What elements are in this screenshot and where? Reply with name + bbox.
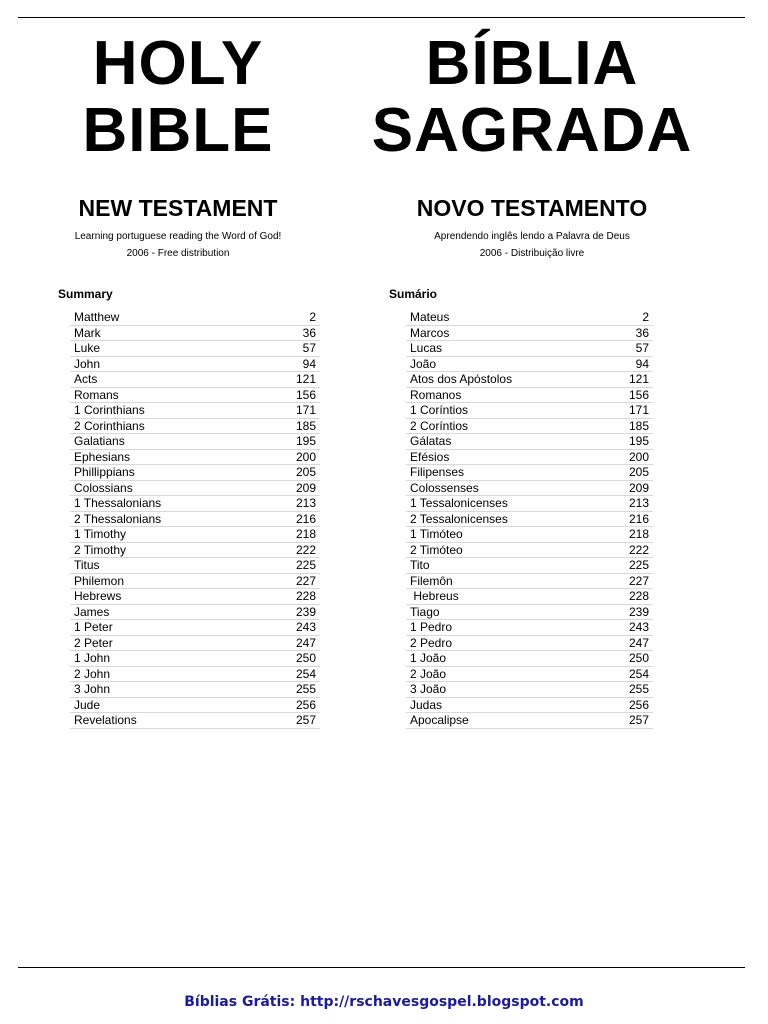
toc-entry xyxy=(70,326,320,342)
toc-entry-title: Atos dos Apóstolos xyxy=(410,372,513,386)
toc-entry-title: Phillippians xyxy=(74,465,135,479)
toc-entry-page: 2 xyxy=(642,310,649,324)
toc-entry-title: 2 Coríntios xyxy=(410,418,469,433)
toc-entry-page: 200 xyxy=(295,449,316,464)
english-title-line-1: HOLY xyxy=(92,29,264,98)
toc-entry-title: Acts xyxy=(74,372,98,386)
toc-entry-title: 2 Timothy xyxy=(74,542,127,557)
toc-entry-page: 228 xyxy=(295,589,316,603)
toc-entry xyxy=(406,651,653,667)
toc-entry xyxy=(70,434,320,450)
toc-entry xyxy=(70,620,320,636)
english-tagline: Learning portuguese reading the Word of God! xyxy=(74,231,282,242)
portuguese-title-line-1: BÍBLIA xyxy=(425,29,639,98)
toc-entry-title: Colossians xyxy=(74,480,133,495)
top-rule xyxy=(18,17,745,18)
toc-entry-title: Ephesians xyxy=(74,449,131,464)
toc-entry-page: 239 xyxy=(628,604,649,619)
toc-entry xyxy=(406,465,653,481)
portuguese-title-line-2: SAGRADA xyxy=(371,96,693,165)
toc-entry xyxy=(406,372,653,388)
english-subtitle: NEW TESTAMENT xyxy=(78,195,278,221)
toc-entry xyxy=(70,357,320,373)
toc-entry-title: Filemôn xyxy=(410,573,453,588)
toc-entry xyxy=(70,388,320,404)
english-toc xyxy=(70,310,320,729)
toc-entry xyxy=(406,310,653,326)
toc-entry xyxy=(70,682,320,698)
toc-entry-page: 255 xyxy=(628,682,649,696)
toc-entry xyxy=(70,496,320,512)
toc-entry-title: Jude xyxy=(74,697,101,712)
toc-entry-title: Tito xyxy=(410,558,430,572)
toc-entry-page: 250 xyxy=(628,651,649,665)
toc-entry-title: 2 Timóteo xyxy=(410,542,463,557)
toc-entry xyxy=(70,574,320,590)
toc-entry xyxy=(406,403,653,419)
toc-entry xyxy=(70,636,320,652)
summary-heading: Summary xyxy=(58,287,113,301)
toc-entry xyxy=(406,698,653,714)
toc-entry xyxy=(406,434,653,450)
toc-entry xyxy=(70,527,320,543)
toc-entry xyxy=(70,341,320,357)
toc-entry xyxy=(70,713,320,729)
toc-entry-page: 94 xyxy=(302,356,316,371)
toc-entry-page: 185 xyxy=(295,418,316,433)
toc-entry-page: 209 xyxy=(295,480,316,495)
toc-entry-page: 225 xyxy=(628,558,649,572)
toc-entry xyxy=(70,419,320,435)
toc-entry-title: Lucas xyxy=(410,341,443,355)
toc-entry-title: Efésios xyxy=(410,449,450,464)
toc-entry xyxy=(406,326,653,342)
toc-entry-title: 1 Corinthians xyxy=(74,403,145,417)
toc-entry xyxy=(70,543,320,559)
toc-entry-page: 121 xyxy=(628,372,649,386)
toc-entry-title: 1 Timóteo xyxy=(410,527,463,541)
toc-entry-page: 250 xyxy=(295,651,316,665)
toc-entry-title: 2 Pedro xyxy=(410,635,453,650)
toc-entry-page: 228 xyxy=(628,589,649,603)
toc-entry-page: 243 xyxy=(295,620,316,634)
toc-entry xyxy=(70,310,320,326)
toc-entry xyxy=(406,620,653,636)
toc-entry-page: 185 xyxy=(628,418,649,433)
toc-entry-page: 225 xyxy=(295,558,316,572)
toc-entry-title: 3 John xyxy=(74,682,111,696)
portuguese-title xyxy=(362,30,702,164)
portuguese-toc xyxy=(406,310,653,729)
toc-entry-page: 209 xyxy=(628,480,649,495)
toc-entry-page: 195 xyxy=(295,434,316,448)
bottom-rule xyxy=(18,967,745,968)
toc-entry-page: 94 xyxy=(635,356,649,371)
toc-entry xyxy=(406,636,653,652)
toc-entry xyxy=(406,558,653,574)
toc-entry-title: Tiago xyxy=(410,604,440,619)
toc-entry-title: 1 Peter xyxy=(74,620,113,634)
toc-entry-page: 257 xyxy=(295,713,316,727)
toc-entry-page: 218 xyxy=(295,527,316,541)
toc-entry-page: 57 xyxy=(302,341,316,355)
toc-entry-page: 222 xyxy=(628,542,649,557)
toc-entry-page: 247 xyxy=(628,635,649,650)
portuguese-distribution: 2006 - Distribuição livre xyxy=(479,248,585,259)
toc-entry-title: Revelations xyxy=(74,713,137,727)
toc-entry-page: 213 xyxy=(295,496,316,510)
toc-entry-page: 171 xyxy=(628,403,649,417)
toc-entry xyxy=(70,667,320,683)
toc-entry-page: 205 xyxy=(628,465,649,479)
english-title-line-2: BIBLE xyxy=(82,96,274,165)
toc-entry xyxy=(70,589,320,605)
toc-entry-title: 2 João xyxy=(410,666,447,681)
toc-entry-title: 1 Coríntios xyxy=(410,403,469,417)
toc-entry xyxy=(70,558,320,574)
toc-entry xyxy=(406,481,653,497)
toc-entry-title: Mark xyxy=(74,325,101,340)
toc-entry xyxy=(70,450,320,466)
toc-entry xyxy=(406,527,653,543)
toc-entry xyxy=(70,481,320,497)
toc-entry xyxy=(70,372,320,388)
toc-entry-title: Galatians xyxy=(74,434,125,448)
toc-entry xyxy=(406,589,653,605)
toc-entry-title: Matthew xyxy=(74,310,120,324)
toc-entry xyxy=(70,512,320,528)
toc-entry-page: 247 xyxy=(295,635,316,650)
toc-entry-title: 2 Tessalonicenses xyxy=(410,511,508,526)
portuguese-subtitle: NOVO TESTAMENTO xyxy=(416,195,648,221)
toc-entry-title: John xyxy=(74,356,101,371)
toc-entry-page: 256 xyxy=(628,697,649,712)
toc-entry-title: Hebrews xyxy=(74,589,122,603)
toc-entry xyxy=(406,357,653,373)
toc-entry xyxy=(406,667,653,683)
toc-entry-page: 239 xyxy=(295,604,316,619)
toc-entry xyxy=(406,605,653,621)
toc-entry-title: Hebreus xyxy=(410,589,459,603)
toc-entry-title: Judas xyxy=(410,697,443,712)
toc-entry-title: Colossenses xyxy=(410,480,479,495)
toc-entry-title: 1 Pedro xyxy=(410,620,453,634)
toc-entry xyxy=(406,713,653,729)
toc-entry-page: 227 xyxy=(628,573,649,588)
toc-entry xyxy=(406,496,653,512)
toc-entry-title: 1 Timothy xyxy=(74,527,127,541)
toc-entry-page: 36 xyxy=(635,325,649,340)
toc-entry-page: 195 xyxy=(628,434,649,448)
toc-entry-page: 2 xyxy=(309,310,316,324)
toc-entry-title: Romanos xyxy=(410,387,462,402)
toc-entry-page: 222 xyxy=(295,542,316,557)
toc-entry-page: 121 xyxy=(295,372,316,386)
toc-entry-page: 200 xyxy=(628,449,649,464)
toc-entry-page: 156 xyxy=(295,387,316,402)
toc-entry-page: 243 xyxy=(628,620,649,634)
toc-entry-title: Gálatas xyxy=(410,434,452,448)
toc-entry xyxy=(70,651,320,667)
toc-entry-title: Philemon xyxy=(74,573,125,588)
toc-entry-page: 257 xyxy=(628,713,649,727)
sumario-heading: Sumário xyxy=(389,287,438,301)
toc-entry-title: Mateus xyxy=(410,310,450,324)
toc-entry-page: 171 xyxy=(295,403,316,417)
toc-entry-page: 213 xyxy=(628,496,649,510)
toc-entry-page: 254 xyxy=(628,666,649,681)
toc-entry-title: 2 Peter xyxy=(74,635,113,650)
toc-entry-title: 1 João xyxy=(410,651,447,665)
toc-entry xyxy=(406,388,653,404)
toc-entry-title: 1 Thessalonians xyxy=(74,496,162,510)
toc-entry-page: 254 xyxy=(295,666,316,681)
toc-entry-title: João xyxy=(410,356,437,371)
toc-entry-title: 1 Tessalonicenses xyxy=(410,496,508,510)
toc-entry-page: 227 xyxy=(295,573,316,588)
toc-entry-title: Filipenses xyxy=(410,465,465,479)
toc-entry xyxy=(406,512,653,528)
toc-entry xyxy=(406,543,653,559)
toc-entry-title: James xyxy=(74,604,110,619)
toc-entry-page: 156 xyxy=(628,387,649,402)
toc-entry-page: 57 xyxy=(635,341,649,355)
toc-entry xyxy=(406,450,653,466)
toc-entry-page: 216 xyxy=(628,511,649,526)
toc-entry-title: Romans xyxy=(74,387,119,402)
toc-entry-title: Marcos xyxy=(410,325,450,340)
toc-entry-title: 2 Corinthians xyxy=(74,418,145,433)
toc-entry xyxy=(406,682,653,698)
toc-entry xyxy=(406,574,653,590)
toc-entry xyxy=(406,419,653,435)
toc-entry-title: Luke xyxy=(74,341,101,355)
toc-entry-title: 3 João xyxy=(410,682,447,696)
toc-entry-page: 36 xyxy=(302,325,316,340)
toc-entry-title: Titus xyxy=(74,558,100,572)
portuguese-tagline: Aprendendo inglês lendo a Palavra de Deus xyxy=(434,231,630,242)
toc-entry xyxy=(70,605,320,621)
toc-entry-page: 216 xyxy=(295,511,316,526)
toc-entry xyxy=(406,341,653,357)
english-title xyxy=(28,30,328,164)
toc-entry-title: 1 John xyxy=(74,651,111,665)
toc-entry-page: 218 xyxy=(628,527,649,541)
toc-entry xyxy=(70,403,320,419)
english-distribution: 2006 - Free distribution xyxy=(126,248,230,259)
toc-entry-title: 2 Thessalonians xyxy=(74,511,162,526)
toc-entry xyxy=(70,465,320,481)
toc-entry-title: Apocalipse xyxy=(410,713,469,727)
toc-entry xyxy=(70,698,320,714)
footer-link[interactable]: Bíblias Grátis: http://rschavesgospel.blogspot.com xyxy=(184,994,584,1010)
toc-entry-page: 205 xyxy=(295,465,316,479)
toc-entry-page: 255 xyxy=(295,682,316,696)
toc-entry-page: 256 xyxy=(295,697,316,712)
toc-entry-title: 2 John xyxy=(74,666,111,681)
